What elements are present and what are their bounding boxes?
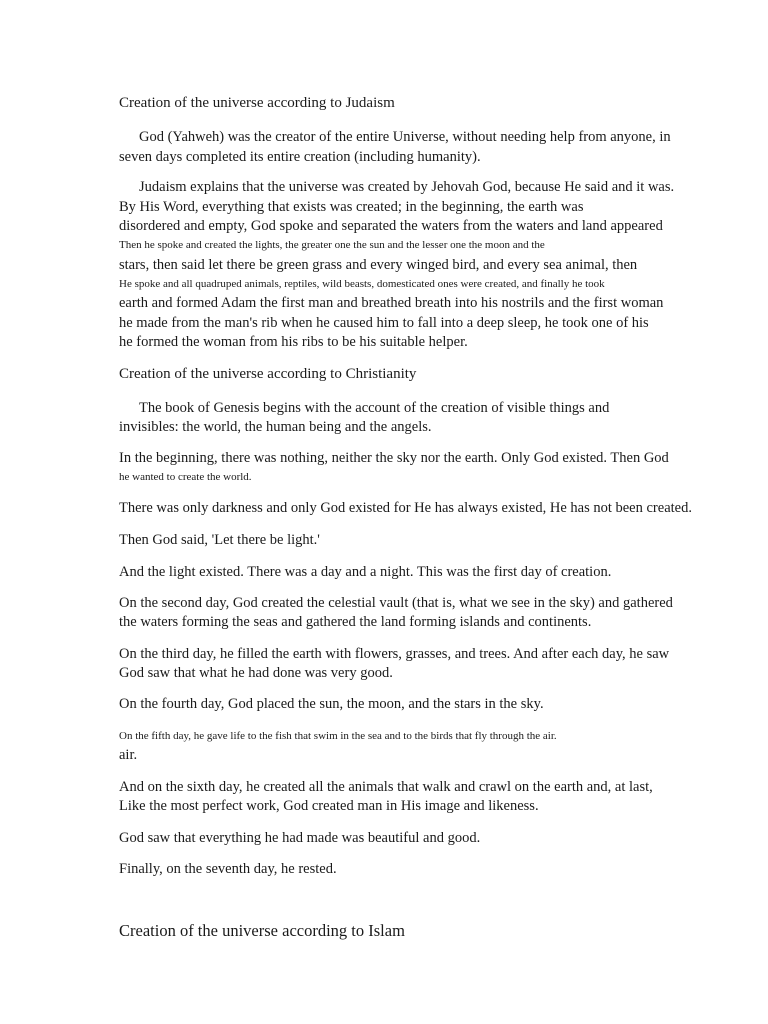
paragraph-line: Then he spoke and created the lights, the greater one the sun and the lesser one the moon and the xyxy=(119,239,545,251)
paragraph-line: stars, then said let there be green grass and every winged bird, and every sea animal, then xyxy=(119,257,638,273)
section-heading-christianity: Creation of the universe according to Christianity xyxy=(119,366,417,382)
paragraph-line: God (Yahweh) was the creator of the entire Universe, without needing help from anyone, in xyxy=(139,129,671,145)
paragraph-line: On the fourth day, God placed the sun, the moon, and the stars in the sky. xyxy=(119,696,544,712)
paragraph-line: The book of Genesis begins with the account of the creation of visible things and xyxy=(139,400,610,416)
paragraph-line: invisibles: the world, the human being and the angels. xyxy=(119,419,432,435)
paragraph-line: And the light existed. There was a day and a night. This was the first day of creation. xyxy=(119,564,612,580)
paragraph-line: he made from the man's rib when he caused him to fall into a deep sleep, he took one of his xyxy=(119,315,649,331)
paragraph-line: In the beginning, there was nothing, neither the sky nor the earth. Only God existed. Then God xyxy=(119,450,669,466)
paragraph-line: he wanted to create the world. xyxy=(119,471,252,483)
paragraph-line: There was only darkness and only God existed for He has always existed, He has not been created. xyxy=(119,500,692,516)
paragraph-line: By His Word, everything that exists was created; in the beginning, the earth was xyxy=(119,199,584,215)
paragraph-line: disordered and empty, God spoke and separated the waters from the waters and land appeared xyxy=(119,218,663,234)
paragraph-line: air. xyxy=(119,747,138,763)
paragraph-line: God saw that what he had done was very good. xyxy=(119,665,393,681)
paragraph-line: Then God said, 'Let there be light.' xyxy=(119,532,320,548)
paragraph-line: On the third day, he filled the earth with flowers, grasses, and trees. And after each day, he saw xyxy=(119,646,670,662)
paragraph-line: seven days completed its entire creation (including humanity). xyxy=(119,149,481,165)
paragraph-line: earth and formed Adam the first man and breathed breath into his nostrils and the first woman xyxy=(119,295,664,311)
paragraph-line: he formed the woman from his ribs to be his suitable helper. xyxy=(119,334,468,350)
paragraph-line: Like the most perfect work, God created man in His image and likeness. xyxy=(119,798,539,814)
paragraph-line: On the second day, God created the celestial vault (that is, what we see in the sky) and gathered xyxy=(119,595,673,611)
paragraph-line: And on the sixth day, he created all the animals that walk and crawl on the earth and, at last, xyxy=(119,779,653,795)
paragraph-line: Finally, on the seventh day, he rested. xyxy=(119,861,337,877)
paragraph-line: the waters forming the seas and gathered the land forming islands and continents. xyxy=(119,614,592,630)
paragraph-line: He spoke and all quadruped animals, reptiles, wild beasts, domesticated ones were created, and finally he took xyxy=(119,278,605,290)
paragraph-line: God saw that everything he had made was beautiful and good. xyxy=(119,830,481,846)
section-heading-islam: Creation of the universe according to Islam xyxy=(119,921,405,940)
paragraph-line: On the fifth day, he gave life to the fish that swim in the sea and to the birds that fly through the air. xyxy=(119,730,557,742)
paragraph-line: Judaism explains that the universe was created by Jehovah God, because He said and it was. xyxy=(139,179,675,195)
section-heading-judaism: Creation of the universe according to Judaism xyxy=(119,95,395,111)
